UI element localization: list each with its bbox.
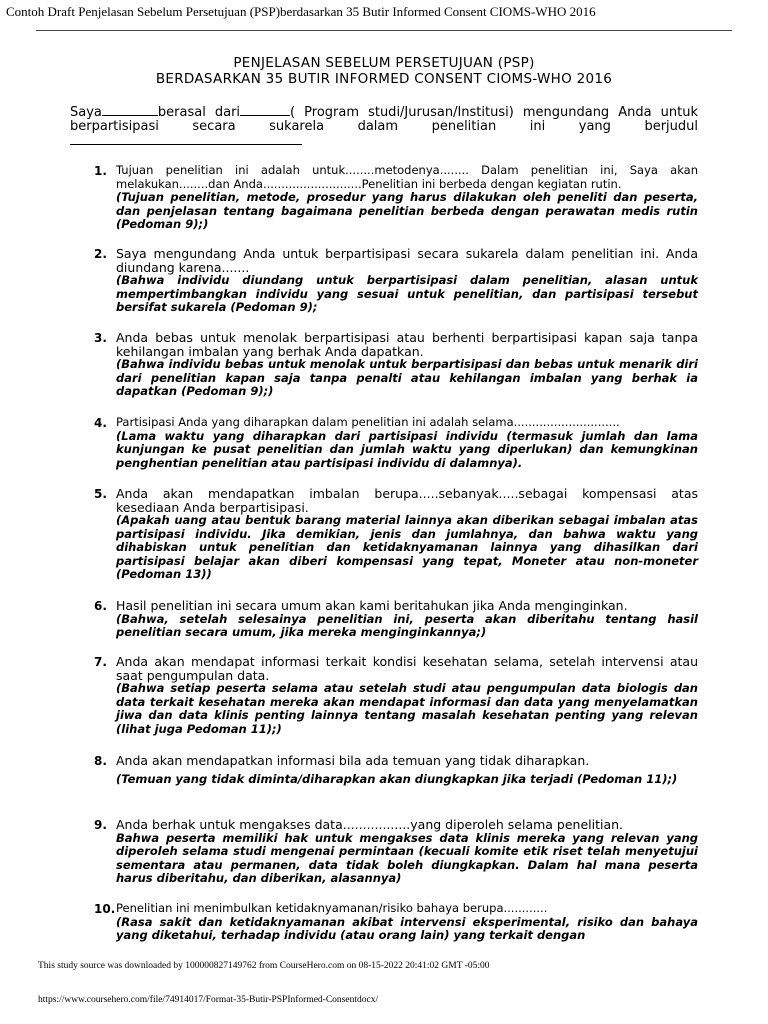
item-number: 4. bbox=[94, 416, 107, 430]
running-header: Contoh Draft Penjelasan Sebelum Persetujuan (PSP)berdasarkan 35 Butir Informed Consent CIOMS-WHO 2016 bbox=[6, 4, 596, 19]
item-explanation: (Bahwa individu diundang untuk berpartisipasi dalam penelitian, alasan untuk mempertimbangkan individu yang sesuai untuk penelitian, dan partisipasi tersebut bersifat sukarela (Pedoman 9); bbox=[116, 273, 698, 314]
intro-paragraph bbox=[70, 105, 698, 149]
title-line-1: PENJELASAN SEBELUM PERSETUJUAN (PSP) bbox=[233, 55, 535, 71]
list-item bbox=[94, 655, 698, 736]
item-explanation: (Tujuan penelitian, metode, prosedur yang harus dilakukan oleh peneliti dan peserta, dan penjelasan tentang bagaimana penelitian berbeda dengan perawatan medis rutin (Pedoman 9);) bbox=[116, 190, 698, 231]
item-text: Anda akan mendapat informasi terkait kondisi kesehatan selama, setelah intervensi atau saat pengumpulan data. bbox=[116, 654, 698, 683]
item-text: Tujuan penelitian ini adalah untuk........metodenya........ Dalam penelitian ini, Saya akan melakukan........dan Anda...........................Penelitian ini berbeda dengan kegiatan rutin. bbox=[116, 163, 698, 191]
list-item bbox=[94, 331, 698, 399]
item-explanation: (Lama waktu yang diharapkan dari partisipasi individu (termasuk jumlah dan lama kunjungan ke pusat penelitian dan jumlah waktu yang diperlukan) dan kemungkinan penghentian penelitian atau partisipasi individu di dalamnya). bbox=[116, 428, 698, 470]
item-number: 6. bbox=[94, 599, 107, 613]
origin-blank bbox=[240, 105, 290, 116]
item-explanation: (Rasa sakit dan ketidaknyamanan akibat intervensi eksperimental, risiko dan bahaya yang diketahui, terhadap individu (atau orang lain) yang terkait dengan bbox=[116, 914, 698, 942]
item-number: 1. bbox=[94, 164, 107, 178]
list-item bbox=[94, 902, 698, 943]
item-text: Partisipasi Anda yang diharapkan dalam penelitian ini adalah selama............................. bbox=[116, 415, 620, 429]
list-item bbox=[94, 164, 698, 232]
item-explanation: (Bahwa, setelah selesainya penelitian ini, peserta akan diberitahu tentang hasil penelitian secara umum, jika mereka menginginkannya;) bbox=[116, 611, 698, 639]
item-text: Penelitian ini menimbulkan ketidaknyamanan/risiko bahaya berupa............ bbox=[116, 901, 548, 915]
source-url[interactable]: https://www.coursehero.com/file/74914017/Format-35-Butir-PSPInformed-Consentdocx/ bbox=[38, 995, 379, 1005]
item-number: 8. bbox=[94, 754, 107, 768]
item-text: Anda berhak untuk mengakses data.................yang diperoleh selama penelitian. bbox=[116, 817, 624, 832]
list-item bbox=[94, 247, 698, 315]
item-number: 2. bbox=[94, 247, 107, 261]
title-line-2: BERDASARKAN 35 BUTIR INFORMED CONSENT CIOMS-WHO 2016 bbox=[155, 71, 613, 87]
title-blank bbox=[70, 134, 302, 145]
list-item bbox=[94, 818, 698, 886]
download-note: This study source was downloaded by 100000827149762 from CourseHero.com on 08-15-2022 20:41:02 GMT -05:00 bbox=[38, 961, 490, 971]
item-number: 10. bbox=[94, 902, 116, 916]
intro-part-3: ( Program studi/Jurusan/Institusi) mengundang Anda untuk berpartisipasi secara sukarela dalam penelitian ini yang berjudul bbox=[70, 105, 698, 134]
list-item bbox=[94, 599, 698, 640]
item-text: Hasil penelitian ini secara umum akan kami beritahukan jika Anda menginginkan. bbox=[116, 598, 628, 613]
list-item bbox=[94, 487, 698, 582]
intro-part-2: berasal dari bbox=[157, 105, 241, 120]
list-item bbox=[94, 416, 698, 470]
item-explanation: (Temuan yang tidak diminta/diharapkan akan diungkapkan jika terjadi (Pedoman 11);) bbox=[116, 771, 678, 786]
item-text: Saya mengundang Anda untuk berpartisipasi secara sukarela dalam penelitian ini. Anda diundang karena....... bbox=[116, 246, 698, 275]
document-title bbox=[0, 55, 768, 87]
item-explanation: (Apakah uang atau bentuk barang material lainnya akan diberikan sebagai imbalan atas partisipasi individu. Jika demikian, jenis dan jumlahnya, dan bahwa waktu yang dihabiskan untuk penelitian dan ketidaknyamanan lainnya yang dihasilkan dari partisipasi belajar akan diberi kompensasi yang tepat, Moneter atau non-moneter (Pedoman 13)) bbox=[116, 513, 698, 581]
item-number: 5. bbox=[94, 487, 107, 501]
intro-part-1: Saya bbox=[70, 105, 102, 120]
header-divider bbox=[36, 30, 732, 31]
item-text: Anda akan mendapatkan informasi bila ada temuan yang tidak diharapkan. bbox=[116, 753, 590, 768]
item-explanation: Bahwa peserta memiliki hak untuk mengakses data klinis mereka yang relevan yang diperoleh selama studi mengenai permintaan (kecuali komite etik riset telah menyetujui sementara atau permanen, data tidak boleh diungkapkan. Dalam hal mana peserta harus diberitahu, dan diberikan, alasannya) bbox=[116, 830, 698, 885]
list-item bbox=[94, 754, 698, 790]
item-text: Anda akan mendapatkan imbalan berupa.....sebanyak.....sebagai kompensasi atas kesediaan Anda berpartisipasi. bbox=[116, 486, 698, 515]
item-explanation: (Bahwa individu bebas untuk menolak untuk berpartisipasi dan bebas untuk menarik diri dari penelitian kapan saja tanpa penalti atau kehilangan imbalan yang berhak ia dapatkan (Pedoman 9);) bbox=[116, 357, 698, 398]
item-explanation: (Bahwa setiap peserta selama atau setelah studi atau pengumpulan data biologis dan data terkait kesehatan mereka akan mendapat informasi dan data yang menyelamatkan jiwa dan data klinis penting lainnya tentang masalah kesehatan penting yang relevan (lihat juga Pedoman 11);) bbox=[116, 681, 698, 736]
item-number: 7. bbox=[94, 655, 107, 669]
item-text: Anda bebas untuk menolak berpartisipasi atau berhenti berpartisipasi kapan saja tanpa kehilangan imbalan yang berhak Anda dapatkan. bbox=[116, 330, 698, 359]
item-number: 9. bbox=[94, 818, 107, 832]
item-number: 3. bbox=[94, 331, 107, 345]
name-blank bbox=[102, 105, 158, 116]
